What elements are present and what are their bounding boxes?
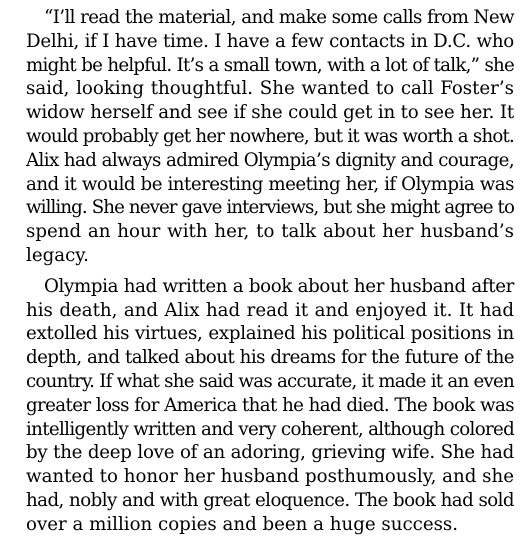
text-line: wanted to honor her husband posthumously, and she xyxy=(26,466,514,488)
text-line: spend an hour with her, to talk about her husband’s xyxy=(26,221,514,243)
text-line: greater loss for America that he had died. The book was xyxy=(26,394,514,416)
text-line: would probably get her nowhere, but it was worth a shot. xyxy=(26,125,514,147)
paragraph-2 xyxy=(8,275,514,537)
text-line: extolled his virtues, explained his political positions in xyxy=(26,323,514,345)
text-line: depth, and talked about his dreams for the future of the xyxy=(26,347,514,369)
paragraph-1 xyxy=(8,6,514,268)
text-line: said, looking thoughtful. She wanted to call Foster’s xyxy=(26,78,514,100)
text-line: Delhi, if I have time. I have a few contacts in D.C. who xyxy=(26,30,514,52)
text-line: Olympia had written a book about her husband after xyxy=(44,275,514,297)
text-line: intelligently written and very coherent, although colored xyxy=(26,418,515,440)
text-line: might be helpful. It’s a small town, with a lot of talk,” she xyxy=(26,54,514,76)
text-line: widow herself and see if she could get in to see her. It xyxy=(26,102,514,124)
text-line: by the deep love of an adoring, grieving wife. She had xyxy=(26,442,514,464)
text-line: Alix had always admired Olympia’s dignity and courage, xyxy=(26,149,514,171)
text-line: his death, and Alix had read it and enjoyed it. It had xyxy=(26,299,514,321)
text-line: had, nobly and with great eloquence. The book had sold xyxy=(26,489,514,511)
text-line: over a million copies and been a huge success. xyxy=(26,513,459,535)
text-line: willing. She never gave interviews, but she might agree to xyxy=(26,197,514,219)
text-line: country. If what she said was accurate, it made it an even xyxy=(26,370,514,392)
text-line: “I’ll read the material, and make some calls from New xyxy=(44,7,514,28)
text-line: legacy. xyxy=(26,244,89,266)
text-line: and it would be interesting meeting her, if Olympia was xyxy=(26,173,514,195)
